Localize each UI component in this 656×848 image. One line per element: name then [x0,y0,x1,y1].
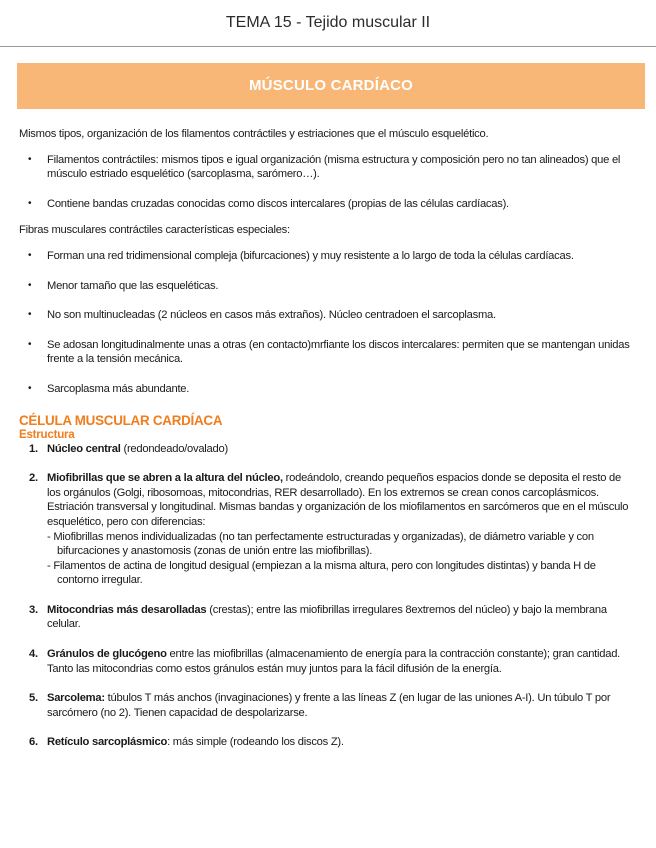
list-item: • Forman una red tridimensional compleja (bifurcaciones) y muy resistente a lo largo de toda la células cardíacas. [19,249,637,264]
structure-item [19,735,637,750]
item-number: 6. [29,736,38,749]
item-term: Gránulos de glucógeno [47,648,167,661]
list-item: • Se adosan longitudinalmente unas a otras (en contacto)mrfiante los discos intercalares: permiten que se mantengan unidas frente a la tensión mecánica. [19,338,637,367]
item-term: Núcleo central [47,442,121,455]
item-text: : más simple (rodeando los discos Z). [167,736,344,749]
bullet-list-2 [19,249,637,397]
item-term: Retículo sarcoplásmico [47,736,168,749]
item-number: 2. [29,472,38,485]
intro-paragraph: Mismos tipos, organización de los filamentos contráctiles y estriaciones que el músculo esquelético. [19,128,489,140]
list-item: • Contiene bandas cruzadas conocidas como discos intercalares (propias de las células cardíacas). [19,197,637,212]
list-item: • No son multinucleadas (2 núcleos en casos más extraños). Núcleo centradoen el sarcoplasma. [19,308,637,323]
bullet-list-1 [19,153,637,212]
structure-item [19,647,637,676]
dash-item: - Miofibrillas menos individualizadas (no tan perfectamente estructuradas y organizadas), de diámetro variable y con bifurcaciones y anastomosis (zonas de unión entre las miofibrillas). [47,530,594,558]
structure-item [19,442,637,457]
section-heading: CÉLULA MUSCULAR CARDÍACA [19,412,223,428]
page-header [0,0,656,47]
item-number: 3. [29,603,38,616]
list-item: • Menor tamaño que las esqueléticas. [19,279,637,294]
list-item: • Filamentos contráctiles: mismos tipos e igual organización (misma estructura y composición pero no tan alineados) que el músculo estriado esquelético (sarcoplasma, sarómero…). [19,153,637,182]
item-continuation: Estriación transversal y longitudinal. Mismas bandas y organización de los miofilamentos en sarcómeros que en el músculo esquelético, pero con diferencias: [47,501,629,528]
structure-list [19,442,637,751]
item-number: 1. [29,442,38,455]
item-text: entre las miofibrillas (almacenamiento de energía para la contracción constante); gran cantidad. Tanto las mitocondrias como estos gránulos están muy juntos para la fácil difusión de la energía. [47,648,621,675]
structure-item [19,603,637,632]
document-body [19,127,637,765]
item-text: rodeándolo, creando pequeños espacios donde se deposita el resto de los orgánulos (Golgi, ribosomoas, mitocondrias, RER desarrollado). En los extremos se crean conos carcoplásmicos. [47,472,621,499]
subsection-heading: Estructura [19,427,75,441]
item-number: 4. [29,648,38,661]
dash-item: - Filamentos de actina de longitud desigual (empiezan a la misma altura, pero con longitudes distintas) y banda H de contorno irregular. [47,559,596,587]
item-number: 5. [29,692,38,705]
item-term: Sarcolema: [47,692,105,705]
structure-item [19,471,637,588]
item-term: Mitocondrias más desarolladas [47,603,207,616]
section-banner [17,63,645,109]
item-term: Miofibrillas que se abren a la altura del núcleo, [47,472,283,485]
page-title: TEMA 15 - Tejido muscular II [225,14,431,31]
item-text: (redondeado/ovalado) [120,442,228,455]
banner-title: MÚSCULO CARDÍACO [248,77,414,94]
item-text: (crestas); entre las miofibrillas irregulares 8extremos del núcleo) y bajo la membrana celular. [47,603,607,631]
structure-item [19,691,637,720]
fibers-paragraph: Fibras musculares contráctiles características especiales: [19,224,290,237]
list-item: • Sarcoplasma más abundante. [19,382,637,397]
item-text: túbulos T más anchos (invaginaciones) y frente a las líneas Z (en lugar de las uniones A-I). Un túbulo T por sarcómero (no 2). Tienen capacidad de despolarizarse. [47,692,611,719]
